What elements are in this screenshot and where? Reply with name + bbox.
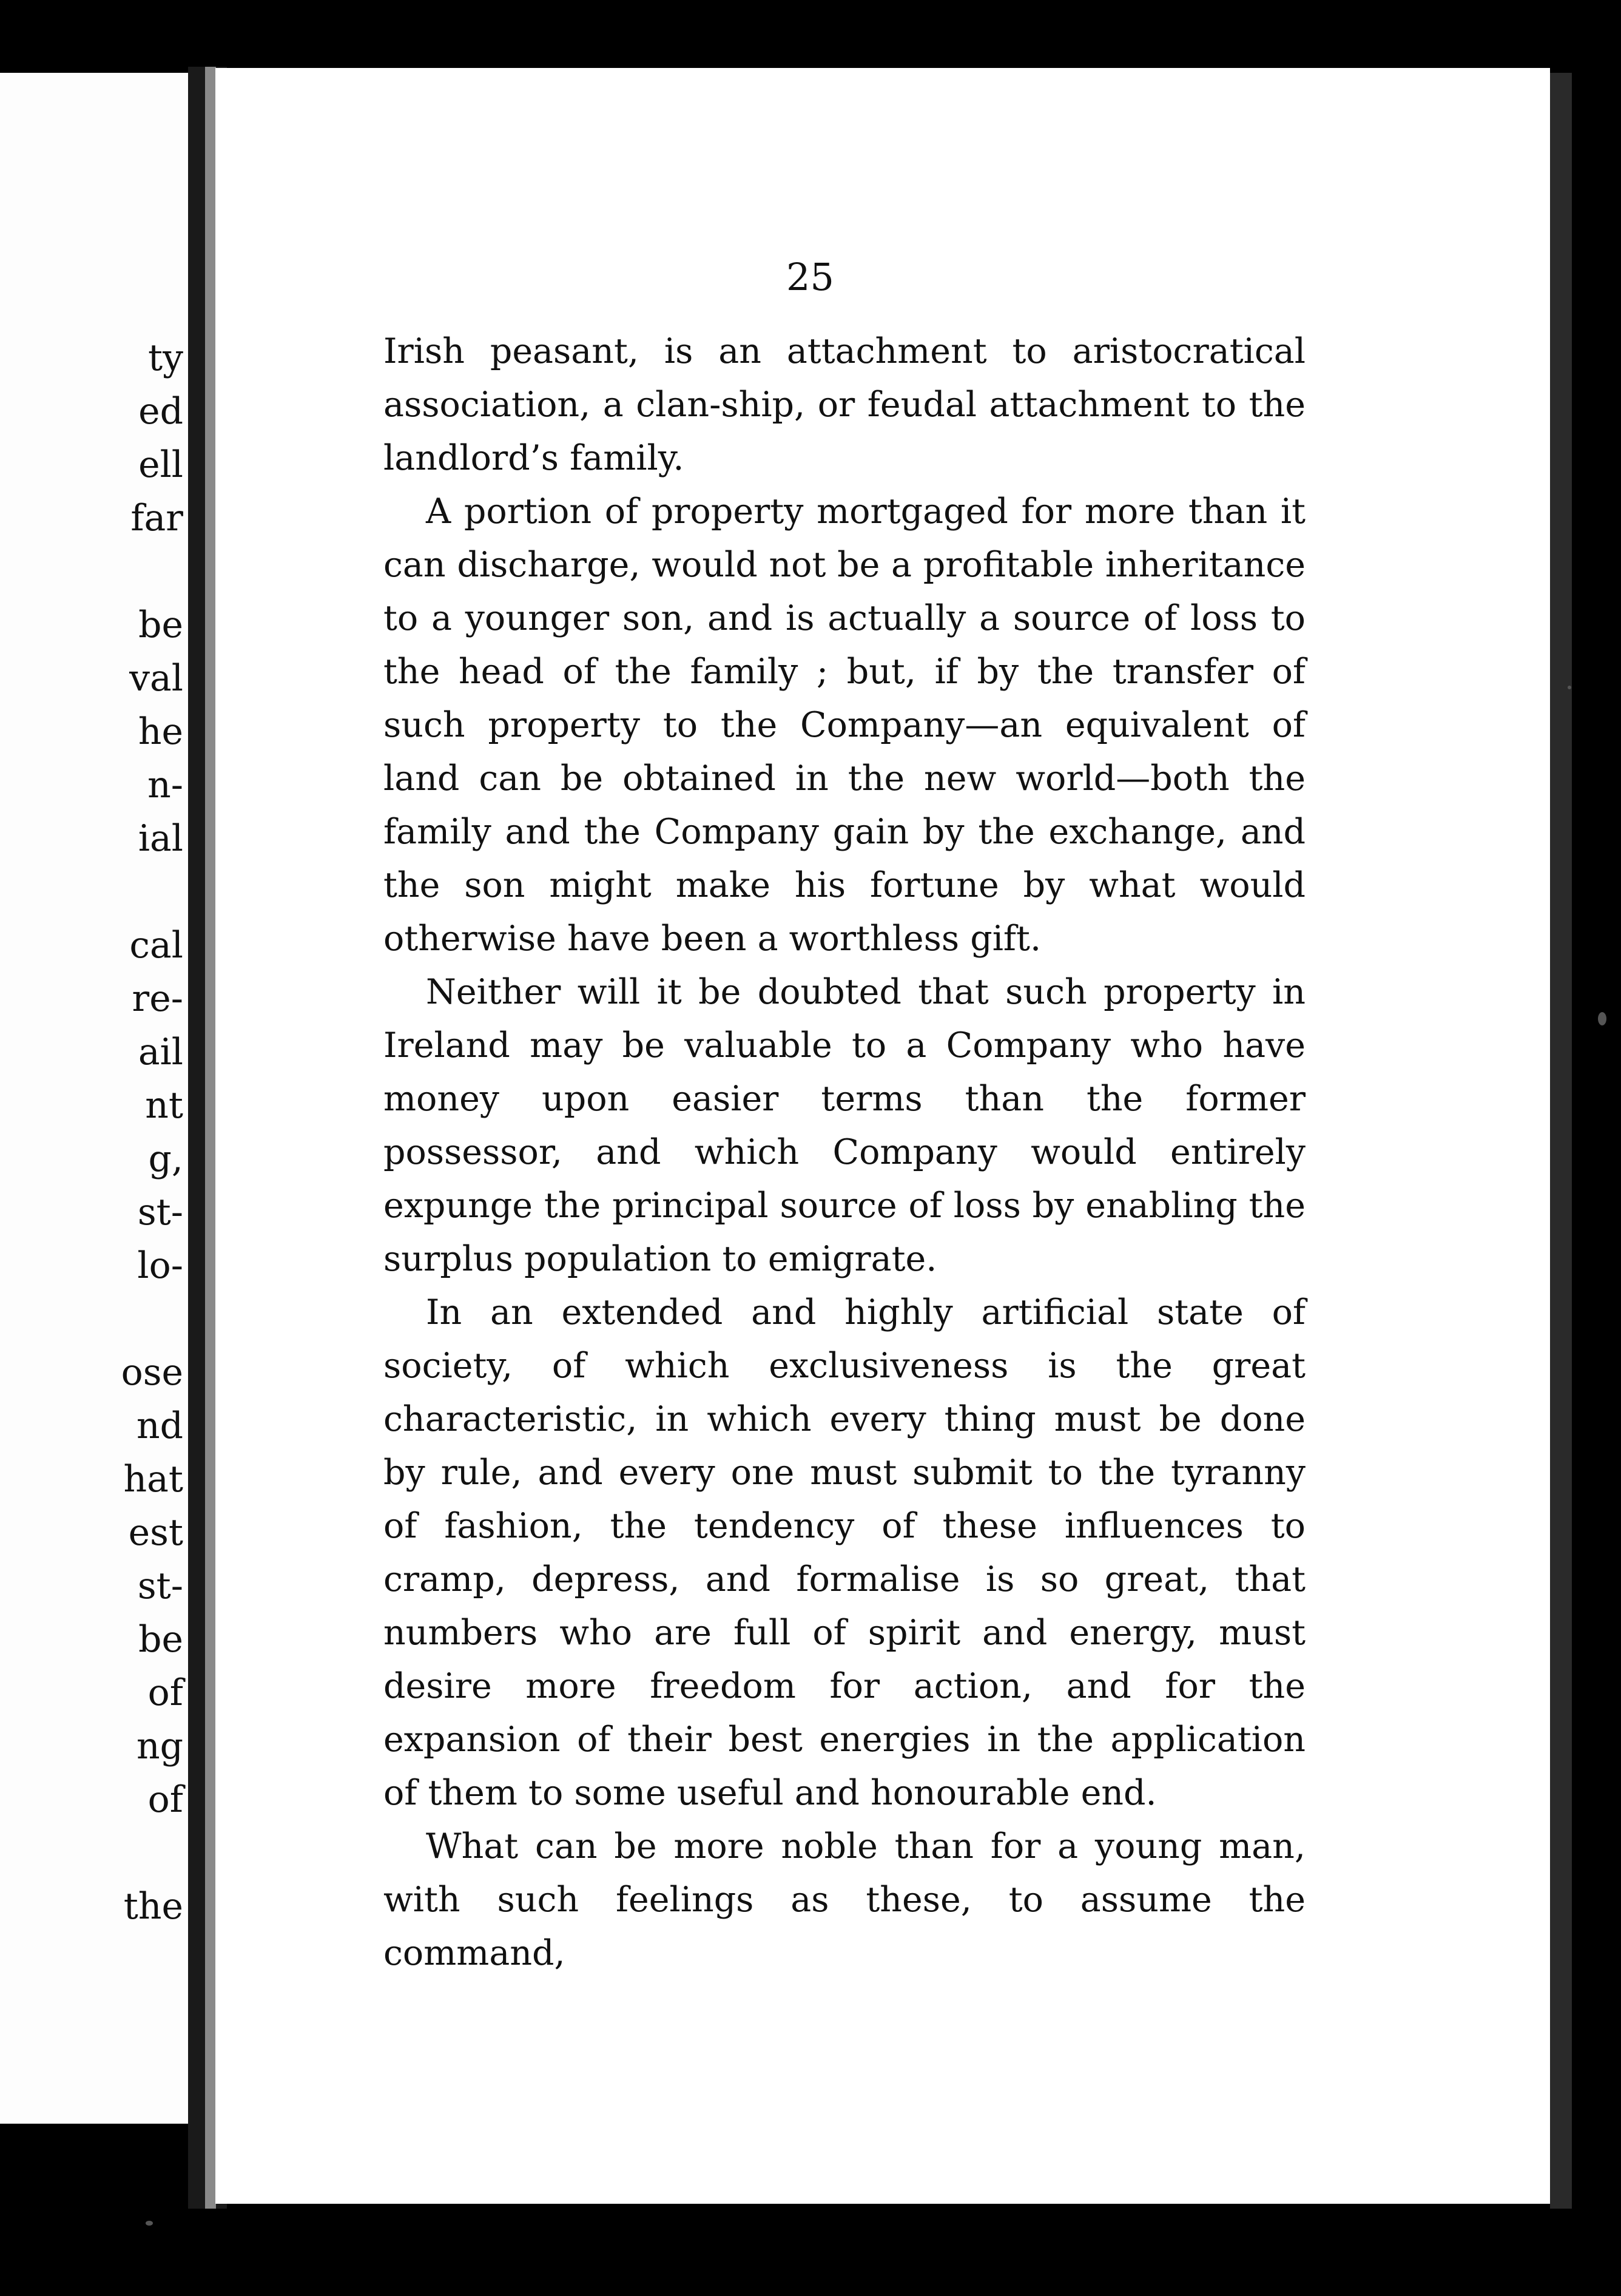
left-fragment: ial [138, 817, 183, 860]
left-fragment: ail [138, 1031, 183, 1073]
paragraph: Neither will it be doubted that such property in Ireland may be valuable to a Company who have money upon easier terms than the former possessor, and which Company would entirely expunge the principal source of loss by enabling the surplus population to emigrate. [383, 972, 1306, 1279]
left-fragment: st- [137, 1565, 183, 1607]
left-fragment: the [123, 1885, 183, 1928]
right-page-edge [1550, 73, 1572, 2209]
left-fragment: ed [138, 390, 183, 433]
left-fragment: val [129, 657, 183, 700]
left-fragment: nd [136, 1405, 183, 1447]
left-fragment: be [138, 1618, 183, 1661]
left-fragment: n- [147, 764, 183, 806]
left-fragment: ng [136, 1725, 183, 1768]
left-fragment: cal [129, 924, 183, 967]
scan-speck [1568, 686, 1571, 689]
left-fragment: far [130, 497, 183, 539]
left-fragment: re- [132, 977, 183, 1020]
left-fragment: nt [145, 1084, 183, 1127]
left-fragment: he [138, 711, 183, 753]
left-fragment: est [128, 1511, 183, 1554]
paragraph: A portion of property mortgaged for more than it can discharge, would not be a profitable inheritance to a younger son, and is actually a source of loss to the head of the family ; but, if by the transfer of such property to the Company—an equivalent of land can be obtained in the new world—both the family and the Company gain by the exchange, and the son might make his fortune by what would otherwise have been a worthless gift. [383, 491, 1306, 959]
paragraph: Irish peasant, is an attachment to aristocratical association, a clan-ship, or feudal attachment to the landlord’s family. [383, 331, 1306, 478]
paragraph: In an extended and highly artificial state of society, of which exclusiveness is the great characteristic, in which every thing must be done by rule, and every one must submit to the tyranny of fashion, the tendency of these influences to cramp, depress, and formalise is so great, that numbers who are full of spirit and energy, must desire more freedom for action, and for the expansion of their best energies in the application of them to some useful and honourable end. [383, 1292, 1306, 1813]
left-fragment: ty [147, 337, 183, 379]
left-fragment: g, [148, 1138, 183, 1180]
paragraph: What can be more noble than for a young man, with such feelings as these, to assume the command, [383, 1826, 1306, 1973]
book-gutter-edge [205, 67, 216, 2209]
scan-speck [1598, 1012, 1606, 1025]
left-fragment: ell [138, 444, 183, 486]
body-text [383, 325, 1306, 1980]
scan-speck [146, 2221, 153, 2226]
left-fragment: st- [137, 1191, 183, 1234]
left-fragment: of [147, 1778, 183, 1821]
left-fragment: lo- [137, 1244, 183, 1287]
left-fragment: be [138, 604, 183, 646]
left-fragment: of [147, 1672, 183, 1714]
left-fragment: ose [121, 1351, 183, 1394]
page-number: 25 [786, 255, 834, 299]
left-page [0, 73, 188, 2124]
left-fragment: hat [123, 1458, 183, 1501]
